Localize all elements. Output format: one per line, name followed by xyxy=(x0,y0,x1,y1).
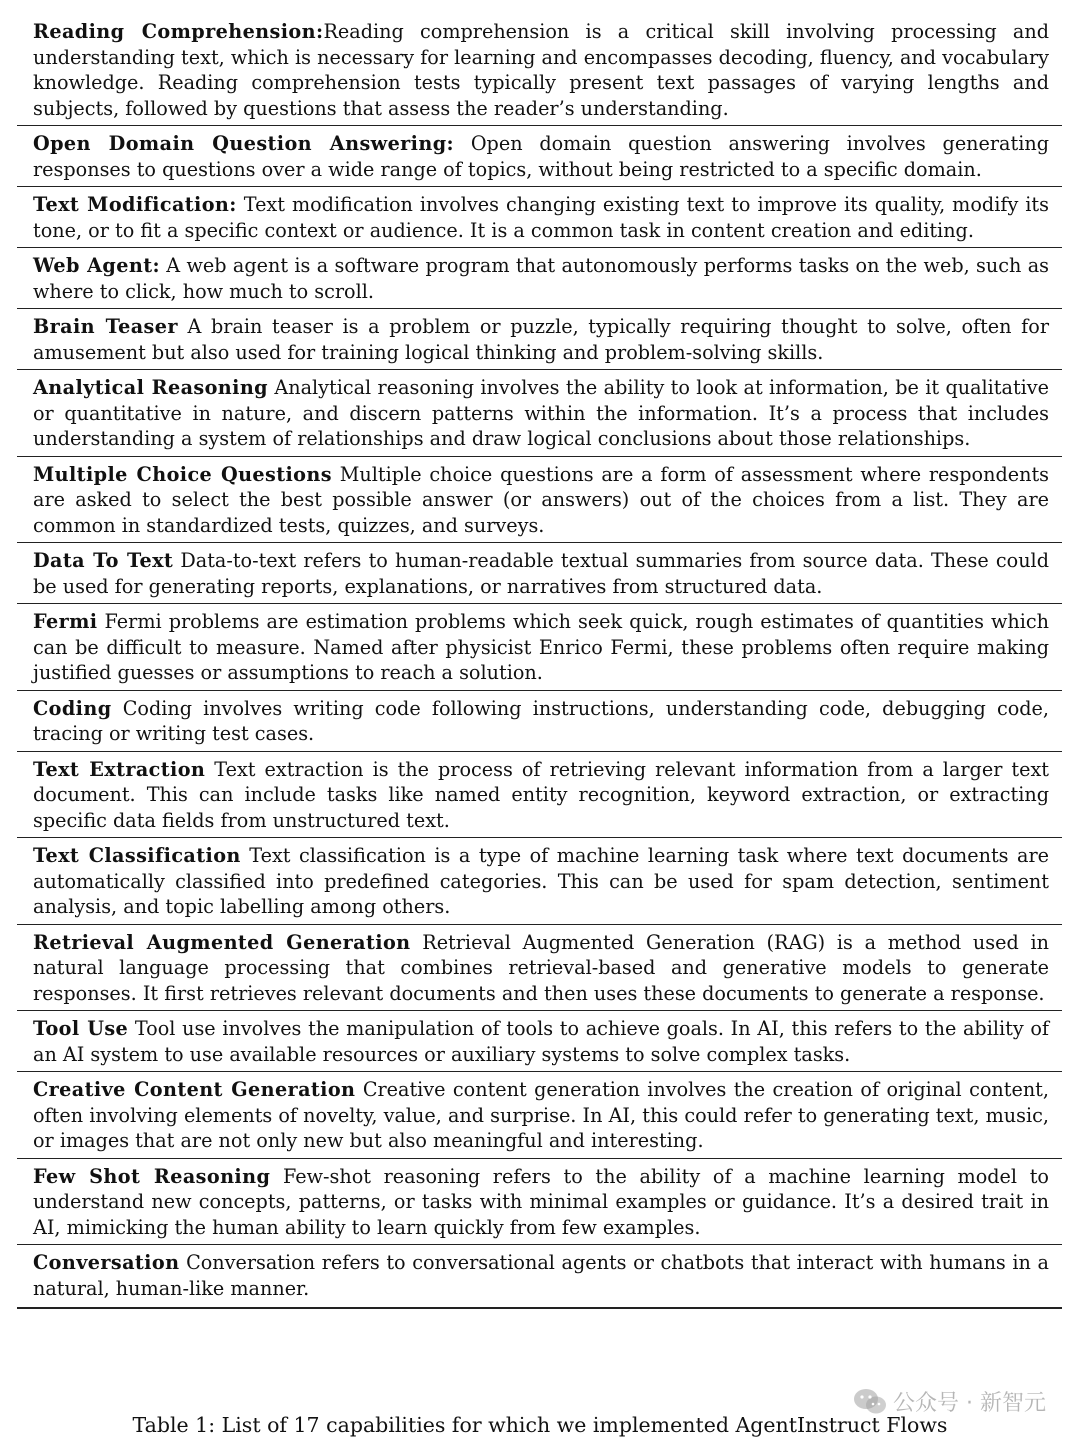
table-row xyxy=(17,1011,1062,1072)
table-row xyxy=(17,126,1062,187)
capability-description: Few-shot reasoning refers to the ability of a machine learning model to understand new concepts, patterns, or tasks with minimal examples or guidance. It’s a desired trait in AI, mimicking the human ability to learn quickly from few examples. xyxy=(33,1164,1049,1239)
table-row xyxy=(17,1245,1062,1309)
table-row xyxy=(17,187,1062,248)
capability-term: Analytical Reasoning xyxy=(33,376,269,399)
table-row xyxy=(17,838,1062,925)
watermark-text: 公众号 · 新智元 xyxy=(893,1391,1046,1416)
capability-description: Open domain question answering involves generating responses to questions over a wide range of topics, without being restricted to a specific domain. xyxy=(33,132,1049,181)
capability-description: A brain teaser is a problem or puzzle, typically requiring thought to solve, often for amusement but also used for training logical thinking and problem-solving skills. xyxy=(33,315,1049,364)
capability-term: Tool Use xyxy=(33,1017,129,1040)
table-row xyxy=(17,1072,1062,1159)
capabilities-table xyxy=(17,15,1062,1309)
capability-description: Conversation refers to conversational agents or chatbots that interact with humans in a natural, human-like manner. xyxy=(33,1251,1049,1300)
table-row xyxy=(17,925,1062,1012)
capability-term: Multiple Choice Questions xyxy=(33,462,332,486)
table-row xyxy=(17,752,1062,839)
capability-term: Creative Content Generation xyxy=(33,1078,356,1101)
capability-description: Analytical reasoning involves the ability to look at information, be it qualitative or quantitative in nature, and discern patterns within the information. It’s a process that includes understanding a system of relationships and draw logical conclusions about those relationships. xyxy=(33,376,1049,450)
capability-term: Fermi xyxy=(33,610,98,633)
capability-term: Reading Comprehension: xyxy=(33,20,324,43)
capability-term: Text Modification: xyxy=(33,193,237,216)
table-row xyxy=(17,457,1062,544)
table-row xyxy=(17,248,1062,309)
table-row xyxy=(17,543,1062,604)
capability-term: Conversation xyxy=(33,1251,180,1274)
capability-description: Text modification involves changing existing text to improve its quality, modify its tone, or to fit a specific context or audience. It is a common task in content creation and editing. xyxy=(33,193,1049,242)
table-row xyxy=(17,370,1062,457)
table-row xyxy=(17,309,1062,370)
capability-description: Data-to-text refers to human-readable textual summaries from source data. These could be used for generating reports, explanations, or narratives from structured data. xyxy=(33,549,1049,598)
capability-description: Text extraction is the process of retrieving relevant information from a larger text document. This can include tasks like named entity recognition, keyword extraction, or extracting specific data fields from unstructured text. xyxy=(33,757,1049,832)
capability-description: Coding involves writing code following instructions, understanding code, debugging code, tracing or writing test cases. xyxy=(33,696,1049,745)
capability-description: Retrieval Augmented Generation (RAG) is a method used in natural language processing that combines retrieval-based and generative models to generate responses. It first retrieves relevant documents and then uses these documents to generate a response. xyxy=(33,930,1049,1005)
capability-term: Text Classification xyxy=(33,844,241,867)
capability-description: Reading comprehension is a critical skill involving processing and understanding text, which is necessary for learning and encompasses decoding, fluency, and vocabulary knowledge. Reading comprehension tests typically present text passages of varying lengths and subjects, followed by questions that assess the reader’s understanding. xyxy=(33,20,1050,120)
capability-term: Few Shot Reasoning xyxy=(33,1164,271,1188)
capability-term: Brain Teaser xyxy=(33,315,178,338)
capability-term: Text Extraction xyxy=(33,757,206,781)
table-row xyxy=(17,604,1062,691)
table-caption: Table 1: List of 17 capabilities for which we implemented AgentInstruct Flows xyxy=(132,1413,948,1437)
table-row xyxy=(17,691,1062,752)
capability-description: A web agent is a software program that autonomously performs tasks on the web, such as where to click, how much to scroll. xyxy=(33,254,1049,303)
capability-term: Data To Text xyxy=(33,549,174,572)
capability-term: Retrieval Augmented Generation xyxy=(33,930,411,954)
table-caption-wrap xyxy=(0,1412,1080,1438)
table-row xyxy=(17,15,1062,126)
capability-term: Coding xyxy=(33,696,112,720)
capability-description: Text classification is a type of machine learning task where text documents are automatically classified into predefined categories. This can be used for spam detection, sentiment analysis, and topic labelling among others. xyxy=(33,844,1050,918)
table-row xyxy=(17,1159,1062,1246)
capability-description: Creative content generation involves the creation of original content, often involving elements of novelty, value, and surprise. In AI, this could refer to generating text, music, or images that are not only new but also meaningful and interesting. xyxy=(33,1078,1049,1152)
capability-term: Open Domain Question Answering: xyxy=(33,132,455,155)
capability-term: Web Agent: xyxy=(33,254,160,277)
capability-description: Fermi problems are estimation problems which seek quick, rough estimates of quantities which can be difficult to measure. Named after physicist Enrico Fermi, these problems often require making justified guesses or assumptions to reach a solution. xyxy=(33,610,1049,684)
capability-description: Multiple choice questions are a form of assessment where respondents are asked to select the best possible answer (or answers) out of the choices from a list. They are common in standardized tests, quizzes, and surveys. xyxy=(33,462,1049,537)
capability-description: Tool use involves the manipulation of tools to achieve goals. In AI, this refers to the ability of an AI system to use available resources or auxiliary systems to solve complex tasks. xyxy=(33,1017,1049,1066)
